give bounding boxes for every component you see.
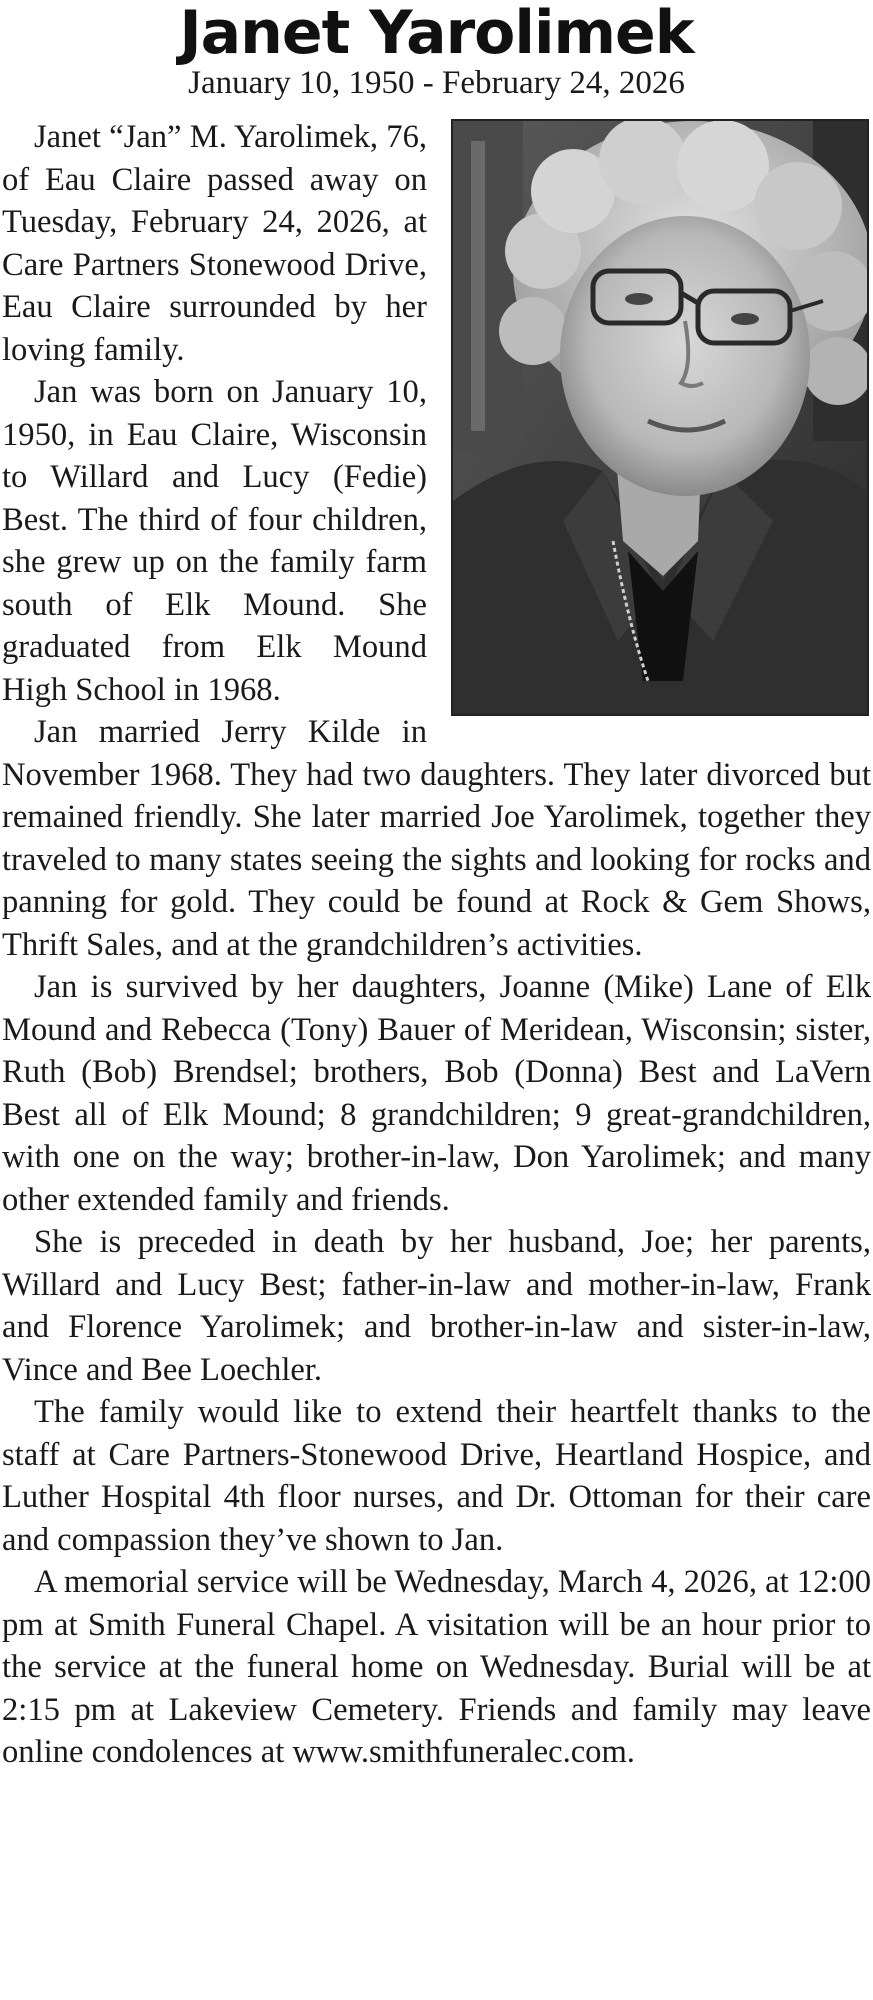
paragraph-survivors: Jan is survived by her daughters, Joanne (Mike) Lane of Elk Mound and Rebecca (Tony) Bauer of Meridean, Wisconsin; sister, Ruth (Bob) Brendsel; brothers, Bob (Donna) Best and LaVern Best all of Elk Mound; 8 grandchildren; 9 great-grandchildren, with one on the way; brother-in-law, Don Yarolimek; and many other extended family and friends. xyxy=(2,969,871,1218)
paragraph-services: A memorial service will be Wednesday, March 4, 2026, at 12:00 pm at Smith Funeral Chapel. A visitation will be an hour prior to the service at the funeral home on Wednesday. Burial will be at 2:15 pm at Lakeview Cemetery. Friends and family may leave online condolences at www.smithfuneralec.com. xyxy=(2,1564,871,1770)
paragraph-preceded: She is preceded in death by her husband, Joe; her parents, Willard and Lucy Best; father-in-law and mother-in-law, Frank and Florence Yarolimek; and brother-in-law and sister-in-law, Vince and Bee Loechler. xyxy=(2,1224,871,1388)
life-dates: January 10, 1950 - February 24, 2026 xyxy=(188,65,685,101)
portrait-photo xyxy=(451,119,869,716)
portrait-photo-icon xyxy=(453,121,867,714)
paragraph-thanks: The family would like to extend their heartfelt thanks to the staff at Care Partners-Stonewood Drive, Heartland Hospice, and Luther Hospital 4th floor nurses, and Dr. Ottoman for their care and compassion they’ve shown to Jan. xyxy=(2,1394,871,1558)
obituary-body xyxy=(2,116,871,1774)
paragraph-marriage: Jan married Jerry Kilde in November 1968. They had two daughters. They later divorced but remained friendly. She later married Joe Yarolimek, together they traveled to many states seeing the sights and looking for rocks and panning for gold. They could be found at Rock & Gem Shows, Thrift Sales, and at the grandchildren’s activities. xyxy=(2,714,871,963)
paragraph-early-life: Jan was born on January 10, 1950, in Eau Claire, Wisconsin to Willard and Lucy (Fedie) Best. The third of four children, she grew up on the family farm south of Elk Mound. She graduated from Elk Mound High School in 1968. xyxy=(2,374,427,708)
deceased-name: Janet Yarolimek xyxy=(179,0,694,68)
paragraph-intro: Janet “Jan” M. Yarolimek, 76, of Eau Claire passed away on Tuesday, February 24, 2026, at Care Partners Stonewood Drive, Eau Claire surrounded by her loving family. xyxy=(2,119,427,368)
